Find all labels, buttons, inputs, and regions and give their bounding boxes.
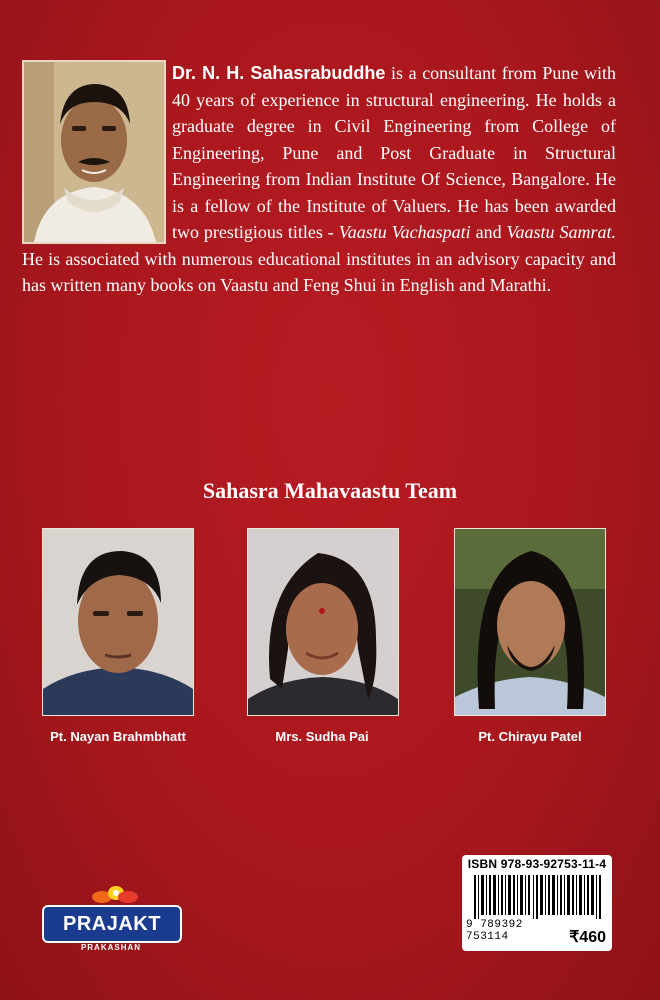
team-member [42, 528, 194, 746]
barcode-icon [472, 875, 604, 919]
isbn-digits: 9 789392 753114 [466, 919, 523, 943]
isbn-label: ISBN 978-93-92753-11-4 [467, 857, 607, 871]
bio-and: and [470, 222, 507, 242]
author-name: Dr. N. H. Sahasrabuddhe [172, 63, 386, 83]
publisher-subtitle: PRAKASHAN [80, 943, 142, 952]
bio-text-part1: is a consultant from Pune with 40 years of experience in structural engineering. He holds a graduate degree in Civil Engineering from College of Engineering, Pune and Post Graduate in Structural Engineering from Indian Institute Of Science, Bangalore. He is a fellow of the Institute of Valuers. He has been awarded two prestigious titles - [172, 63, 616, 242]
isbn-barcode-box [462, 855, 612, 951]
price-label: ₹460 [569, 929, 606, 946]
member-photo [247, 528, 399, 716]
member-name: Pt. Chirayu Patel [478, 729, 582, 744]
bio-text-part2: He is associated with numerous educational institutes in an advisory capacity and has written many books on Vaastu and Feng Shui in English and Marathi. [22, 248, 616, 295]
title-vaastu-samrat: Vaastu Samrat. [506, 222, 616, 242]
member-name: Mrs. Sudha Pai [275, 729, 369, 744]
team-heading: Sahasra Mahavaastu Team [202, 478, 458, 503]
team-member [247, 528, 399, 746]
team-member [454, 528, 606, 746]
publisher-logo [42, 883, 182, 953]
publisher-name: PRAJAKT [42, 905, 182, 943]
member-photo [42, 528, 194, 716]
author-photo [22, 60, 166, 244]
member-name: Pt. Nayan Brahmbhatt [50, 729, 186, 744]
title-vaastu-vachaspati: Vaastu Vachaspati [338, 222, 471, 242]
member-photo [454, 528, 606, 716]
